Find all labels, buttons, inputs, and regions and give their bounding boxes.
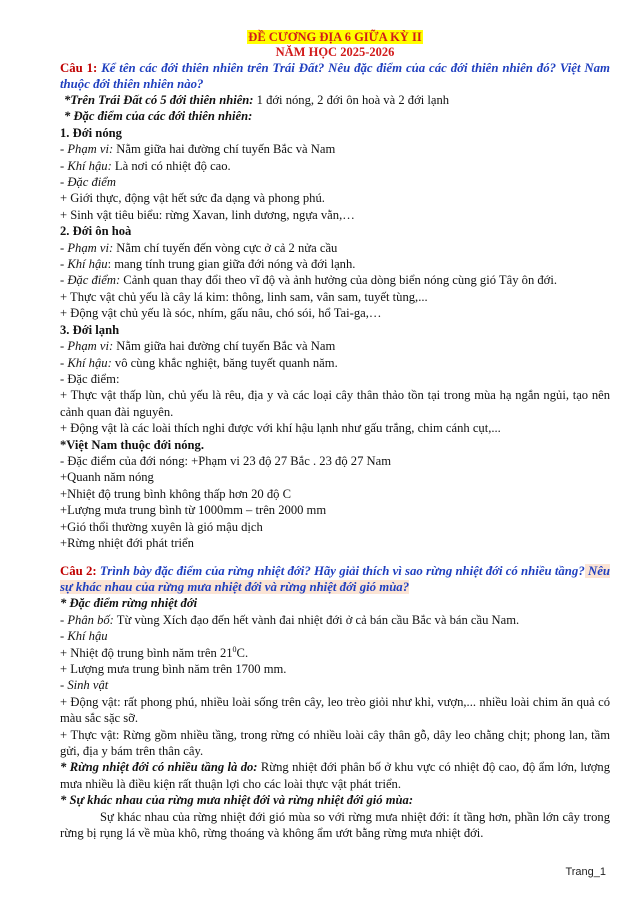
zone-line [60,272,610,288]
title-text: ĐỀ CƯƠNG ĐỊA 6 GIỮA KỲ II [248,30,422,44]
section-heading: * Sự khác nhau của rừng mưa nhiệt đới và rừng nhiệt đới gió mùa: [60,793,414,808]
zone-label: - Khí hậu: [60,158,112,173]
zone-line: - Đặc điểm: [60,371,120,386]
answer-line [60,92,610,108]
zone-label: - Phạm vi: [60,339,114,354]
zone-line: + Thực vật thấp lùn, chủ yếu là rêu, địa y và các loại cây thân thảo tồn tại trong mùa hạ ngắn ngủi, tạo nên cảnh quan đài nguyên. [60,388,610,419]
zone-heading-temperate: 2. Đới ôn hoà [60,224,132,239]
forest-line: - Sinh vật [60,678,109,693]
zone-line [60,240,610,256]
vietnam-line: +Quanh năm nóng [60,470,154,485]
forest-lead: * Rừng nhiệt đới có nhiều tầng là do: [60,760,258,775]
vietnam-line: +Gió thổi thường xuyên là gió mậu dịch [60,519,263,534]
vietnam-line: +Lượng mưa trung bình từ 1000mm – trên 2000 mm [60,503,327,518]
degree-sup: 0 [232,644,237,654]
forest-text: Từ vùng Xích đạo đến hết vành đai nhiệt đới ở cả bán cầu Bắc và bán cầu Nam. [113,612,520,627]
zone-line [60,158,610,174]
forest-line [60,612,610,628]
forest-text: C. [236,645,249,660]
zone-line: - Đặc điểm [60,175,116,190]
question-2-highlight: Nêu sự khác nhau của rừng mưa nhiệt đới và rừng nhiệt đới gió mùa? [60,564,610,595]
vietnam-line: - Đặc điểm của đới nóng: +Phạm vi 23 độ 27 Bắc . 23 độ 27 Nam [60,453,391,468]
forest-text: Rừng nhiệt đới phân bố ở khu vực có nhiệt độ cao, độ ẩm lớn, lượng mưa nhiều là điều kiện rất thuận lợi cho các loài thực vật phát triển. [60,760,610,791]
zone-text: Nằm chí tuyến đến vòng cực ở cả 2 nửa cầu [113,240,338,255]
answer-text: 1 đới nóng, 2 đới ôn hoà và 2 đới lạnh [253,93,450,107]
zone-text: : mang tính trung gian giữa đới nóng và đới lạnh. [107,257,356,272]
zone-line: + Thực vật chủ yếu là cây lá kim: thông, linh sam, vân sam, tuyết tùng,... [60,289,428,304]
document-title [60,30,610,45]
zone-line: + Động vật chủ yếu là sóc, nhím, gấu nâu, chó sói, hổ Tai-ga,… [60,306,382,321]
forest-line [60,645,610,661]
section-heading: * Đặc điểm rừng nhiệt đới [60,596,198,611]
zone-line [60,338,610,354]
forest-line [60,759,610,792]
zone-label: - Khí hậu [60,257,108,272]
zone-line: + Sinh vật tiêu biểu: rừng Xavan, linh dương, ngựa vằn,… [60,207,355,222]
zone-text: Là nơi có nhiệt độ cao. [111,158,231,173]
vietnam-line: +Rừng nhiệt đới phát triển [60,535,194,550]
zone-heading-hot: 1. Đới nóng [60,125,122,140]
question-1 [60,60,610,92]
zone-label: - Phạm vi: [60,240,114,255]
zone-line: + Động vật là các loài thích nghi được với khí hậu lạnh như gấu trắng, chim cánh cụt,... [60,421,501,436]
zone-line: + Giới thực, động vật hết sức đa dạng và phong phú. [60,191,325,206]
forest-line: + Thực vật: Rừng gồm nhiều tầng, trong rừng có nhiều loài cây thân gỗ, dây leo chằng chịt; phong lan, tầm gửi, địa y bám trên thân cây. [60,727,610,759]
question-2 [60,563,610,595]
question-2-text: Trình bày đặc điểm của rừng nhiệt đới? Hãy giải thích vì sao rừng nhiệt đới có nhiều tầng? [96,564,585,579]
forest-label: - Phân bố: [60,612,114,627]
section-heading: * Đặc điểm của các đới thiên nhiên: [64,109,253,124]
zone-text: Cảnh quan thay đổi theo vĩ độ và ảnh hưởng của dòng biển nóng cùng gió Tây ôn đới. [120,273,557,288]
question-1-label: Câu 1: [60,61,98,75]
zone-label: - Phạm vi: [60,142,114,157]
forest-line: + Động vật: rất phong phú, nhiều loài sống trên cây, leo trèo giỏi như khỉ, vượn,... nhiều loài chim ăn quả có màu sắc sặc sỡ. [60,694,610,726]
forest-line: + Lượng mưa trung bình năm trên 1700 mm. [60,662,287,676]
vietnam-heading: *Việt Nam thuộc đới nóng. [60,437,204,452]
zone-line [60,355,610,371]
zone-text: Nằm giữa hai đường chí tuyến Bắc và Nam [113,339,336,354]
zone-heading-cold: 3. Đới lạnh [60,322,120,337]
zone-line [60,141,610,157]
spacer [60,551,610,563]
page-number: Trang_1 [565,866,606,878]
zone-line [60,256,610,272]
zone-label: - Khí hậu: [60,355,112,370]
vietnam-line: +Nhiệt độ trung bình không thấp hơn 20 độ C [60,486,291,501]
forest-text: + Nhiệt độ trung bình năm trên 21 [60,645,233,660]
zone-text: vô cùng khắc nghiệt, băng tuyết quanh năm. [111,355,338,370]
zone-label: - Đặc điểm: [60,273,121,288]
question-1-text: Kể tên các đới thiên nhiên trên Trái Đất? Nêu đặc điểm của các đới thiên nhiên đó? Việt Nam thuộc đới thiên nhiên nào? [60,61,610,91]
forest-line: - Khí hậu [60,629,108,644]
answer-lead: *Trên Trái Đất có 5 đới thiên nhiên: [64,93,254,107]
forest-line: Sự khác nhau của rừng nhiệt đới gió mùa so với rừng mưa nhiệt đới: ít tầng hơn, phần lớn cây trong rừng bị rụng lá về mùa khô, rừng thoáng và không ẩm ướt bằng rừng mưa nhiệt đới. [60,809,610,841]
school-year: NĂM HỌC 2025-2026 [275,45,395,59]
zone-text: Nằm giữa hai đường chí tuyến Bắc và Nam [113,142,336,157]
question-2-label: Câu 2: [60,564,97,579]
